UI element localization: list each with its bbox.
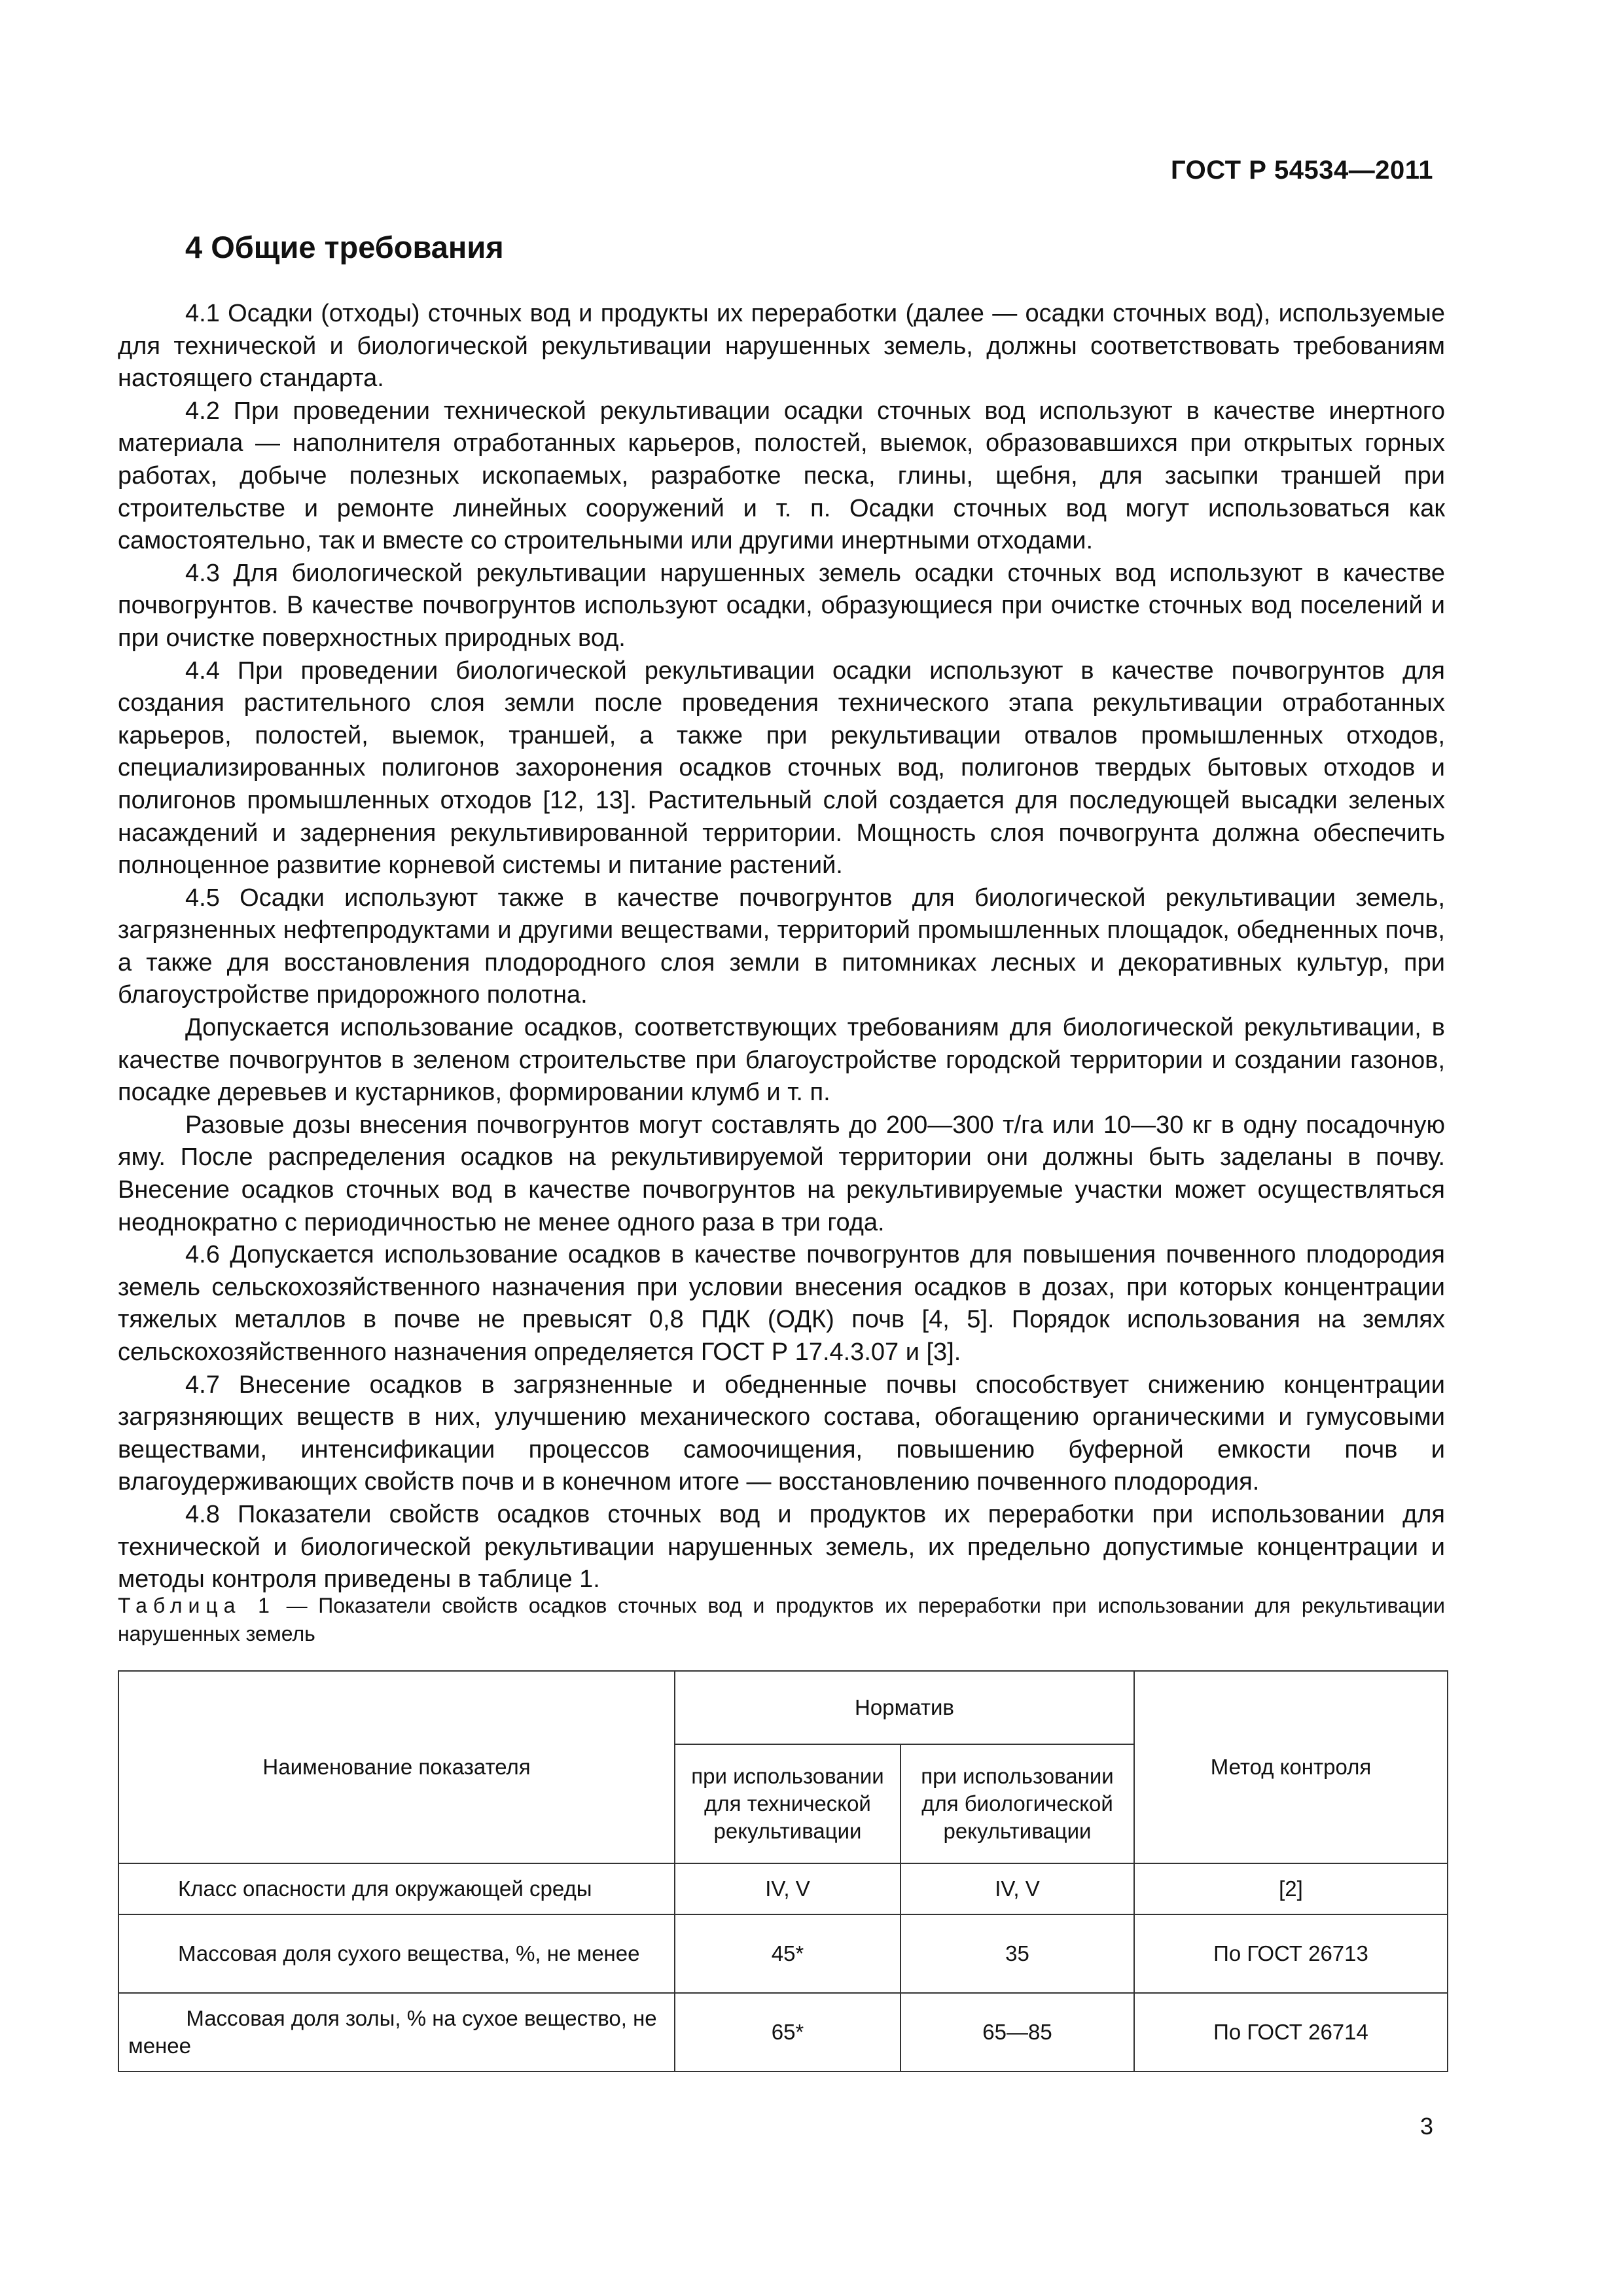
- cell-indicator: Массовая доля золы, % на сухое вещество, не менее: [118, 1993, 675, 2072]
- cell-technical: 45*: [675, 1914, 901, 1993]
- table-caption-label: Таблица 1: [118, 1594, 276, 1617]
- paragraph-4-5: 4.5 Осадки используют также в качестве почвогрунтов для биологической рекультивации земель, загрязненных нефтепродуктами и другими веществами, территорий промышленных площадок, обедненных почв, а также для восстановления плодородного слоя земли в питомниках лесных и декоративных культур, при благоустройстве придорожного полотна.: [118, 884, 1445, 1009]
- header-norm: Норматив: [675, 1671, 1134, 1744]
- table-row: [118, 1863, 1448, 1914]
- paragraph-4-4: 4.4 При проведении биологической рекультивации осадки используют в качестве почвогрунтов для создания растительного слоя земли после проведения технического этапа рекультивации отработанных карьеров, полостей, выемок, траншей, а также при рекультивации отвалов промышленных отходов, специализированных полигонов захоронения осадков сточных вод, полигонов твердых бытовых отходов и полигонов промышленных отходов [12, 13]. Растительный слой создается для последующей высадки зеленых насаждений и задернения рекультивированной территории. Мощность слоя почвогрунта должна обеспечить полноценное развитие корневой системы и питание растений.: [118, 656, 1445, 880]
- table-row: [118, 1993, 1448, 2072]
- table-row: [118, 1914, 1448, 1993]
- cell-biological: IV, V: [901, 1863, 1134, 1914]
- standard-code: ГОСТ Р 54534—2011: [1171, 156, 1433, 185]
- indicators-table: [118, 1670, 1448, 2072]
- section-title: 4 Общие требования: [185, 230, 504, 264]
- cell-biological: 65—85: [901, 1993, 1134, 2072]
- table-caption-text: — Показатели свойств осадков сточных вод и продуктов их переработки при использовании для рекультивации нарушенных земель: [118, 1594, 1446, 1645]
- cell-biological: 35: [901, 1914, 1134, 1993]
- header-norm-biological: при использовании для биологической рекультивации: [901, 1744, 1134, 1863]
- cell-technical: 65*: [675, 1993, 901, 2072]
- cell-method: По ГОСТ 26714: [1134, 1993, 1448, 2072]
- section-body: [118, 298, 1445, 1596]
- cell-method: По ГОСТ 26713: [1134, 1914, 1448, 1993]
- paragraph-4-1: 4.1 Осадки (отходы) сточных вод и продукты их переработки (далее — осадки сточных вод), используемые для технической и биологической рекультивации нарушенных земель, должны соответствовать требованиям настоящего стандарта.: [118, 300, 1445, 393]
- paragraph-4-7: 4.7 Внесение осадков в загрязненные и обедненные почвы способствует снижению концентрации загрязняющих веществ в них, улучшению механического состава, обогащению органическими и гумусовыми веществами, интенсификации процессов самоочищения, повышению буферной емкости почв и влагоудерживающих свойств почв и в конечном итоге — восстановлению почвенного плодородия.: [118, 1371, 1445, 1496]
- cell-indicator: Массовая доля сухого вещества, %, не менее: [118, 1914, 675, 1993]
- header-norm-technical: при использовании для технической рекультивации: [675, 1744, 901, 1863]
- table-caption: [118, 1592, 1445, 1648]
- header-control-method: Метод контроля: [1134, 1671, 1448, 1863]
- cell-method: [2]: [1134, 1863, 1448, 1914]
- cell-indicator: Класс опасности для окружающей среды: [118, 1863, 675, 1914]
- paragraph-4-5-allowed: Допускается использование осадков, соответствующих требованиям для биологической рекультивации, в качестве почвогрунтов в зеленом строительстве при благоустройстве городской территории и создании газонов, посадке деревьев и кустарников, формировании клумб и т. п.: [118, 1014, 1445, 1107]
- paragraph-4-5-doses: Разовые дозы внесения почвогрунтов могут составлять до 200—300 т/га или 10—30 кг в одну посадочную яму. После распределения осадков на рекультивируемой территории они должны быть заделаны в почву. Внесение осадков сточных вод в качестве почвогрунтов на рекультивируемые участки может осуществляться неоднократно с периодичностью не менее одного раза в три года.: [118, 1111, 1445, 1236]
- paragraph-4-6: 4.6 Допускается использование осадков в качестве почвогрунтов для повышения почвенного плодородия земель сельскохозяйственного назначения при условии внесения осадков в дозах, при которых концентрации тяжелых металлов в почве не превысят 0,8 ПДК (ОДК) почв [4, 5]. Порядок использования на землях сельскохозяйственного назначения определяется ГОСТ Р 17.4.3.07 и [3].: [118, 1241, 1445, 1366]
- header-indicator-name: Наименование показателя: [118, 1671, 675, 1863]
- page-number: 3: [1419, 2113, 1433, 2140]
- paragraph-4-8: 4.8 Показатели свойств осадков сточных вод и продуктов их переработки при использовании для технической и биологической рекультивации нарушенных земель, их предельно допустимые концентрации и методы контроля приведены в таблице 1.: [118, 1500, 1445, 1594]
- paragraph-4-3: 4.3 Для биологической рекультивации нарушенных земель осадки сточных вод используют в качестве почвогрунтов. В качестве почвогрунтов используют осадки, образующиеся при очистке сточных вод поселений и при очистке поверхностных природных вод.: [118, 559, 1445, 652]
- paragraph-4-2: 4.2 При проведении технической рекультивации осадки сточных вод используют в качестве инертного материала — наполнителя отработанных карьеров, полостей, выемок, образовавшихся при открытых горных работах, добыче полезных ископаемых, разработке песка, глины, щебня, для засыпки траншей при строительстве и ремонте линейных сооружений и т. п. Осадки сточных вод могут использоваться как самостоятельно, так и вместе со строительными или другими инертными отходами.: [118, 397, 1445, 555]
- cell-technical: IV, V: [675, 1863, 901, 1914]
